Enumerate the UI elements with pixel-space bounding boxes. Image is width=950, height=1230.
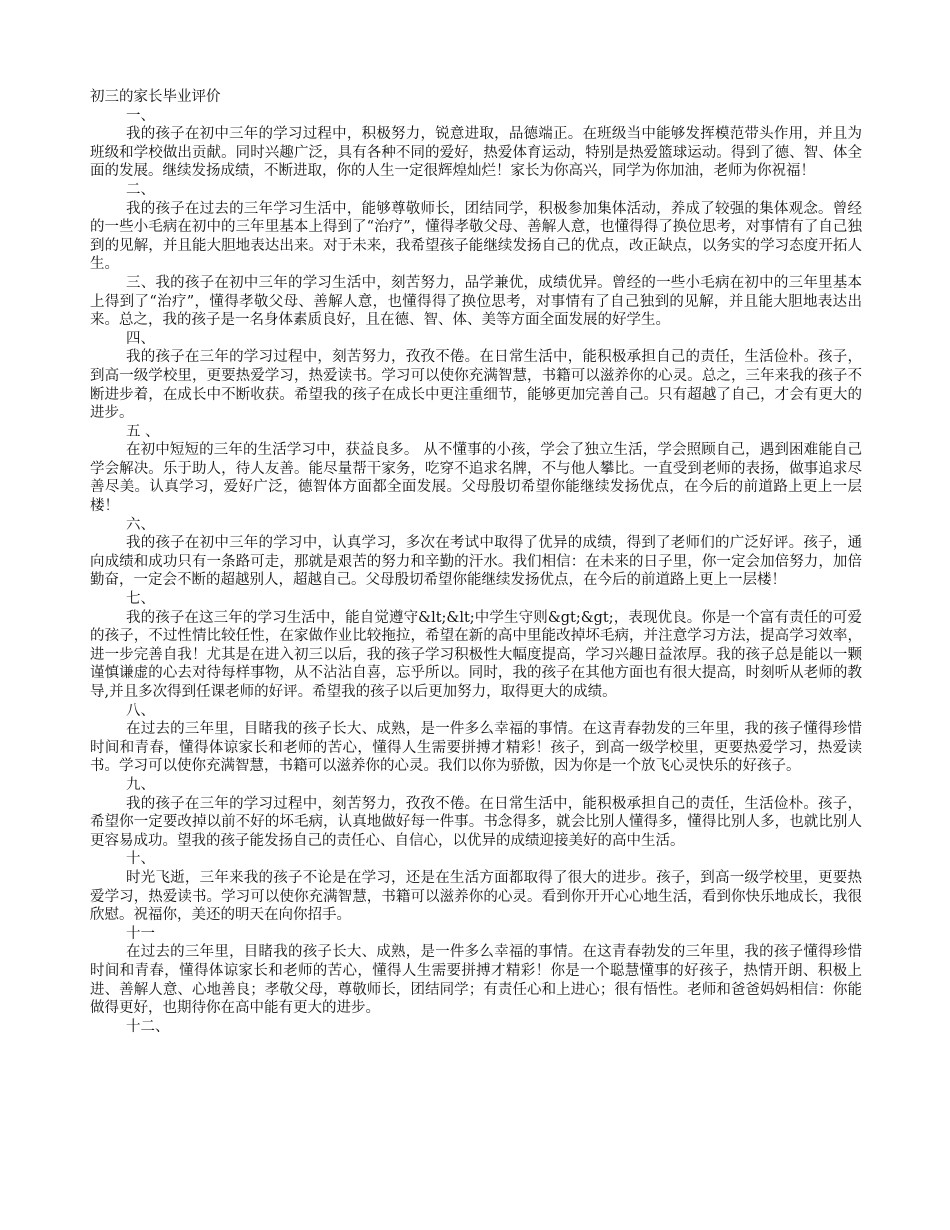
- section-heading: 八、: [126, 702, 155, 719]
- section-7: [90, 590, 862, 702]
- section-heading: 二、: [126, 181, 155, 198]
- section-paragraph: 我的孩子在三年的学习过程中，刻苦努力，孜孜不倦。在日常生活中，能积极承担自己的责任，生活俭朴。孩子，希望你一定要改掉以前不好的坏毛病，认真地做好每一件事。书念得多，就会比别人懂得多，懂得比别人多，也就比别人更容易成功。望我的孩子能发扬自己的责任心、自信心，以优异的成绩迎接美好的高中生活。: [90, 795, 862, 849]
- section-1: [90, 107, 862, 181]
- section-heading: 七、: [126, 591, 155, 608]
- section-2: [90, 181, 862, 330]
- section-paragraph: 在过去的三年里，目睹我的孩子长大、成熟，是一件多么幸福的事情。在这青春勃发的三年里，我的孩子懂得珍惜时间和青春，懂得体谅家长和老师的苦心，懂得人生需要拼搏才精彩！你是一个聪慧懂事的好孩子，热情开朗、积极上进、善解人意、心地善良；孝敬父母，尊敬师长，团结同学；有责任心和上进心；很有悟性。老师和爸爸妈妈相信：你能做得更好，也期待你在高中能有更大的进步。: [90, 944, 862, 1017]
- section-paragraph: 我的孩子在初中三年的学习过程中，积极努力，锐意进取，品德端正。在班级当中能够发挥模范带头作用，并且为班级和学校做出贡献。同时兴趣广泛，具有各种不同的爱好，热爱体育运动，特别是热爱篮球运动。得到了德、智、体全面的发展。继续发扬成绩，不断进取，你的人生一定很辉煌灿烂！家长为你高兴，同学为你加油，老师为你祝福！: [90, 126, 862, 180]
- section-paragraph: 我的孩子在这三年的学习生活中，能自觉遵守&lt;&lt;中学生守则&gt;&gt;，表现优良。你是一个富有责任的可爱的孩子，不过性情比较任性，在家做作业比较拖拉，希望在新的高中里能改掉坏毛病，并注意学习方法，提高学习效率，进一步完善自我！尤其是在进入初三以后，我的孩子学习积极性大幅度提高，学习兴趣日益浓厚。我的孩子总是能以一颗谨慎谦虚的心去对待每样事物，从不沾沾自喜，忘乎所以。同时，我的孩子在其他方面也有很大提高，时刻听从老师的教导,并且多次得到任课老师的好评。希望我的孩子以后更加努力，取得更大的成绩。: [90, 609, 862, 700]
- section-paragraph: 时光飞逝，三年来我的孩子不论是在学习，还是在生活方面都取得了很大的进步。孩子，到高一级学校里，更要热爱学习，热爱读书。学习可以使你充满智慧，书籍可以滋养你的心灵。看到你开开心心地生活，看到你快乐地成长，我很欣慰。祝福你，美还的明天在向你招手。: [90, 869, 862, 924]
- section-heading: 一、: [126, 107, 155, 124]
- section-heading: 六、: [126, 516, 155, 533]
- section-5: [90, 423, 862, 516]
- section-heading: 十二、: [126, 1018, 170, 1035]
- section-4: [90, 330, 862, 423]
- section-heading: 四、: [126, 330, 155, 347]
- section-6: [90, 516, 862, 590]
- section-paragraph: 三、我的孩子在初中三年的学习生活中，刻苦努力，品学兼优，成绩优异。曾经的一些小毛病在初中的三年里基本上得到了“治疗”，懂得孝敬父母、善解人意，也懂得得了换位思考，对事情有了自己独到的见解，并且能大胆地表达出来。总之，我的孩子是一名身体素质良好，且在德、智、体、美等方面全面发展的好学生。: [90, 274, 862, 329]
- section-heading: 十、: [126, 851, 155, 868]
- document-title: 初三的家长毕业评价: [90, 89, 221, 105]
- section-paragraph: 我的孩子在过去的三年学习生活中，能够尊敬师长，团结同学，积极参加集体活动，养成了较强的集体观念。曾经的一些小毛病在初中的三年里基本上得到了“治疗”，懂得孝敬父母、善解人意，也懂得得了换位思考，对事情有了自己独到的见解，并且能大胆地表达出来。对于未来，我希望孩子能继续发扬自己的优点，改正缺点，以务实的学习态度开拓人生。: [90, 200, 862, 273]
- section-paragraph: 我的孩子在初中三年的学习中，认真学习，多次在考试中取得了优异的成绩，得到了老师们的广泛好评。孩子，通向成绩和成功只有一条路可走，那就是艰苦的努力和辛勤的汗水。我们相信：在未来的日子里，你一定会加倍努力，加倍勤奋，一定会不断的超越别人，超越自己。父母殷切希望你能继续发扬优点，在今后的前道路上更上一层楼！: [90, 535, 862, 589]
- section-10: [90, 850, 862, 924]
- document-body: [90, 88, 862, 1036]
- section-heading: 五 、: [126, 423, 160, 440]
- section-12: [90, 1018, 862, 1037]
- section-11: [90, 925, 862, 1018]
- section-8: [90, 702, 862, 776]
- section-heading: 九、: [126, 776, 155, 793]
- section-paragraph: 在过去的三年里，目睹我的孩子长大、成熟，是一件多么幸福的事情。在这青春勃发的三年里，我的孩子懂得珍惜时间和青春，懂得体谅家长和老师的苦心，懂得人生需要拼搏才精彩！孩子，到高一级学校里，更要热爱学习，热爱读书。学习可以使你充满智慧，书籍可以滋养你的心灵。我们以你为骄傲，因为你是一个放飞心灵快乐的好孩子。: [90, 721, 862, 775]
- section-9: [90, 776, 862, 850]
- section-paragraph: 我的孩子在三年的学习过程中，刻苦努力，孜孜不倦。在日常生活中，能积极承担自己的责任，生活俭朴。孩子，到高一级学校里，更要热爱学习，热爱读书。学习可以使你充满智慧，书籍可以滋养你的心灵。总之，三年来我的孩子不断进步着，在成长中不断收获。希望我的孩子在成长中更注重细节，能够更加完善自己。只有超越了自己，才会有更大的进步。: [90, 349, 862, 422]
- section-paragraph: 在初中短短的三年的生活学习中，获益良多。 从不懂事的小孩，学会了独立生活，学会照顾自己，遇到困难能自己学会解决。乐于助人，待人友善。能尽量帮干家务，吃穿不追求名牌，不与他人攀比。一直受到老师的表扬，做事追求尽善尽美。认真学习，爱好广泛，德智体方面都全面发展。父母殷切希望你能继续发扬优点，在今后的前道路上更上一层楼！: [90, 442, 862, 515]
- section-heading: 十一: [126, 925, 155, 942]
